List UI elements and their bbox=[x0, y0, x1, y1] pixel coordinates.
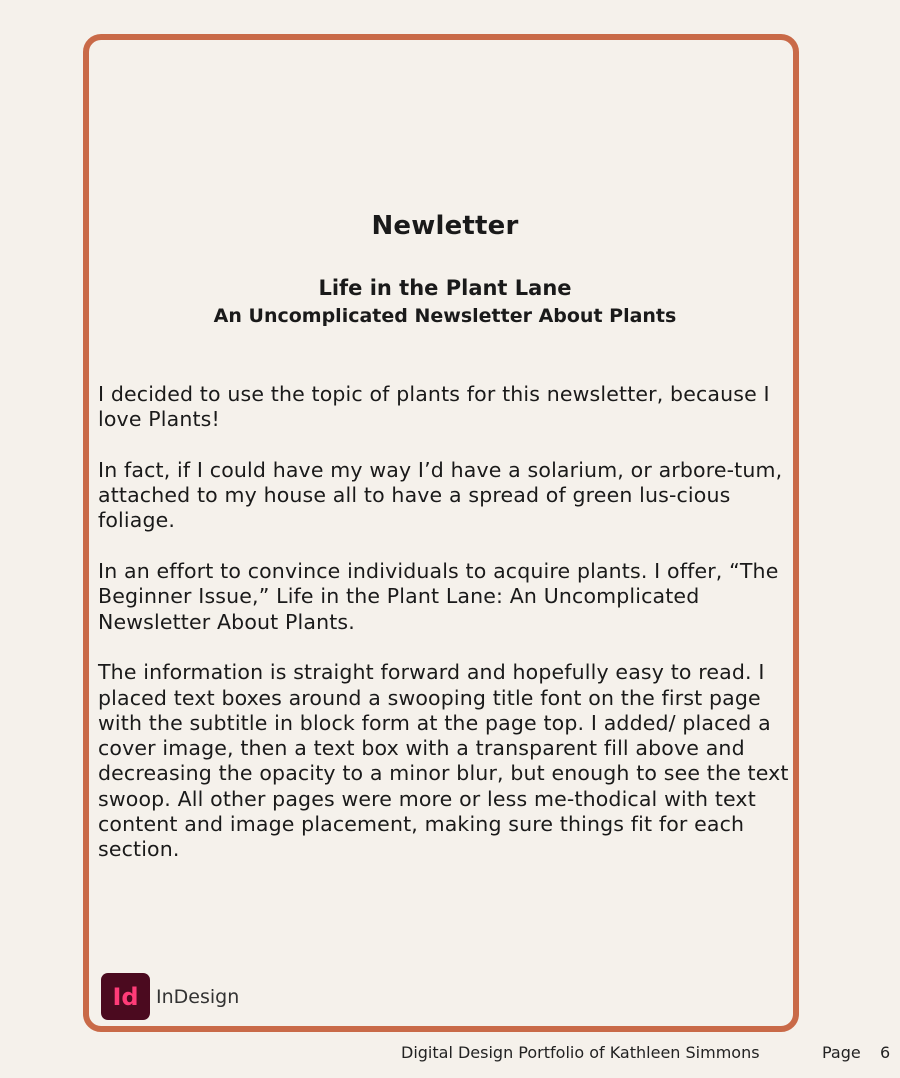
newsletter-tagline: An Uncomplicated Newsletter About Plants bbox=[213, 305, 677, 327]
body-text bbox=[98, 382, 794, 888]
app-label: InDesign bbox=[156, 986, 240, 1008]
newsletter-subtitle: Life in the Plant Lane bbox=[318, 276, 572, 300]
paragraph-4: The information is straight forward and hopefully easy to read. I placed text boxes around a swooping title font on the first page with the subtitle in block form at the page top. I added/ placed a cover image, then a text box with a transparent fill above and decreasing the opacity to a minor blur, but enough to see the text swoop. All other pages were more or less me-thodical with text content and image placement, making sure things fit for each section. bbox=[98, 660, 789, 862]
paragraph-1: I decided to use the topic of plants for this newsletter, because I love Plants! bbox=[98, 382, 770, 432]
footer-page-label: Page bbox=[822, 1043, 861, 1062]
footer-portfolio: Digital Design Portfolio of Kathleen Simmons bbox=[401, 1043, 760, 1062]
page-title: Newletter bbox=[371, 211, 519, 241]
paragraph-3: In an effort to convince individuals to acquire plants. I offer, “The Beginner Issue,” Life in the Plant Lane: An Uncomplicated Newsletter About Plants. bbox=[98, 559, 779, 634]
paragraph-2: In fact, if I could have my way I’d have a solarium, or arbore-tum, attached to my house all to have a spread of green lus-cious foliage. bbox=[98, 457, 783, 533]
indesign-icon: Id bbox=[101, 973, 150, 1020]
footer-page-number: 6 bbox=[880, 1043, 891, 1062]
